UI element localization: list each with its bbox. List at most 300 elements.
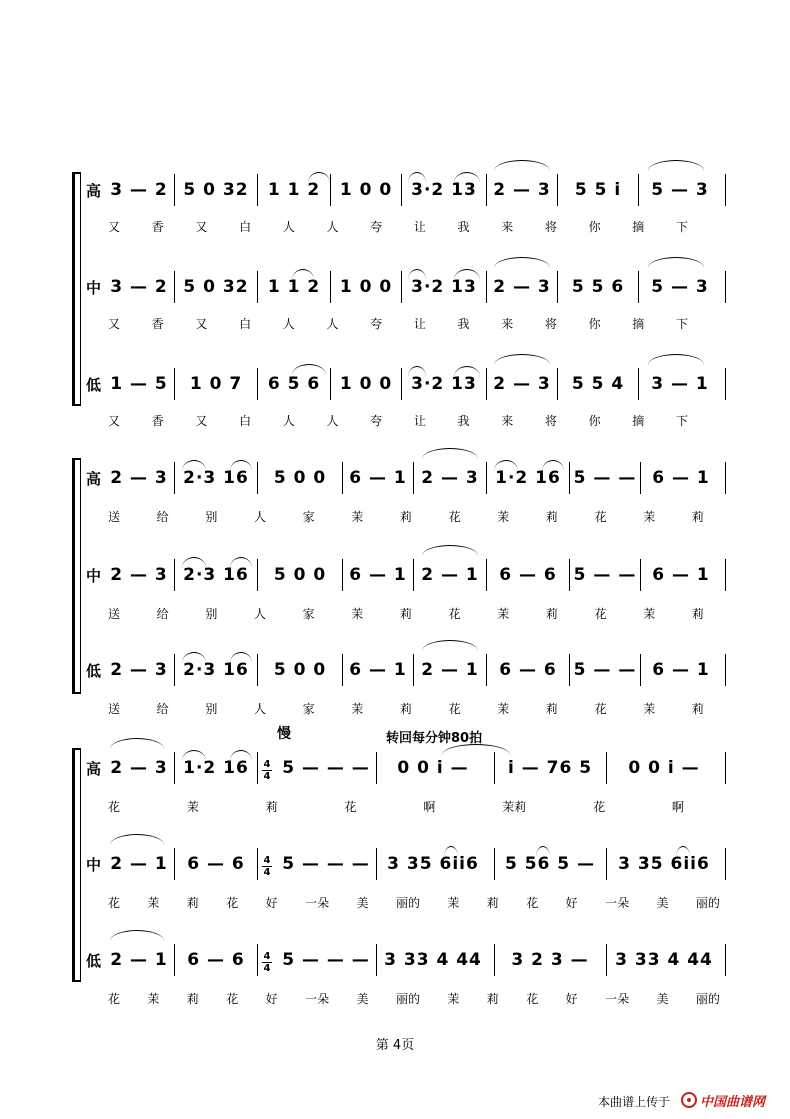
lyric: 花 [593, 800, 606, 814]
measure: 2 — 3 [493, 180, 551, 200]
slur [182, 750, 206, 761]
lyric: 丽的 [395, 992, 420, 1006]
slur [494, 160, 550, 171]
measure: 6 — 6 [187, 950, 245, 970]
time-signature [262, 952, 272, 973]
lyric: 将 [544, 414, 557, 428]
barline [257, 752, 258, 784]
lyric: 家 [302, 510, 315, 524]
lyric: 啊 [671, 800, 684, 814]
measure: 3 33 4 44 [615, 950, 713, 970]
measure: i — 76 5 [507, 758, 593, 778]
lyric: 莉 [399, 607, 412, 621]
lyric: 丽的 [695, 896, 720, 910]
barline [342, 654, 343, 686]
lyrics-line [108, 700, 704, 717]
lyric: 我 [457, 220, 470, 234]
barline [557, 368, 558, 400]
lyrics-line [108, 798, 684, 815]
lyrics-line [108, 605, 704, 622]
lyric: 花 [448, 510, 461, 524]
measure: 6 — 1 [652, 660, 710, 680]
site-logo[interactable] [681, 1090, 785, 1110]
barline [640, 559, 641, 591]
lyric: 别 [205, 607, 218, 621]
lyric: 莉 [399, 510, 412, 524]
measure: 3·2 13 [411, 180, 477, 200]
barline [494, 848, 495, 880]
time-signature-bottom: 4 [263, 963, 271, 974]
part-name: 低 [86, 376, 102, 394]
measure: 5 — — [573, 565, 637, 585]
lyric: 美 [356, 992, 369, 1006]
barline [174, 752, 175, 784]
lyric: 下 [675, 414, 688, 428]
staff-soprano [82, 180, 732, 240]
lyric: 送 [108, 702, 121, 716]
lyric: 啊 [423, 800, 436, 814]
measure: 1 1 2 [267, 277, 321, 297]
slur [110, 930, 164, 941]
lyric: 茉 [497, 702, 510, 716]
measure: 5 0 0 [273, 660, 327, 680]
barline [569, 654, 570, 686]
slur [454, 366, 480, 377]
measure: 6 — 6 [187, 854, 245, 874]
measure: 5 — — — [282, 854, 370, 874]
lyric: 下 [675, 220, 688, 234]
slur [422, 448, 478, 459]
barline [569, 559, 570, 591]
measure: 1 1 2 [267, 180, 321, 200]
barline [638, 174, 639, 206]
logo-text: 中国曲谱网 [700, 1094, 766, 1110]
lyrics-line [108, 508, 704, 525]
barline [725, 654, 726, 686]
slur [542, 460, 564, 471]
slur [292, 269, 314, 280]
measure: 6 — 1 [652, 565, 710, 585]
slur [230, 652, 252, 663]
slur [110, 834, 164, 845]
staff-alto [82, 277, 732, 337]
measure: 6 — 1 [349, 468, 407, 488]
slur [408, 269, 426, 280]
lyric: 别 [205, 702, 218, 716]
lyric: 人 [253, 510, 266, 524]
measure: 1 — 5 [110, 374, 168, 394]
barline [330, 368, 331, 400]
tempo-back-marking: 转回每分钟80拍 [386, 731, 483, 746]
lyric: 又 [108, 220, 121, 234]
barline [174, 848, 175, 880]
barline [486, 559, 487, 591]
lyric: 花 [448, 702, 461, 716]
lyric: 莉 [545, 702, 558, 716]
slur [444, 846, 458, 857]
slur [676, 846, 690, 857]
measure: 2 — 3 [110, 660, 168, 680]
lyric: 将 [544, 317, 557, 331]
measure: 3 2 3 — [511, 950, 589, 970]
lyric: 花 [108, 992, 121, 1006]
time-signature-top: 4 [263, 951, 271, 962]
measure: 2·3 16 [183, 660, 249, 680]
barline [486, 368, 487, 400]
lyric: 让 [413, 220, 426, 234]
barline [174, 174, 175, 206]
lyric: 茉 [643, 702, 656, 716]
lyric: 美 [356, 896, 369, 910]
lyric: 花 [226, 896, 239, 910]
lyric: 美 [656, 992, 669, 1006]
measure: 6 — 6 [499, 565, 557, 585]
lyric: 花 [108, 896, 121, 910]
barline [725, 174, 726, 206]
lyrics-line [108, 990, 720, 1007]
lyric: 好 [565, 896, 578, 910]
barline [557, 174, 558, 206]
lyric: 给 [156, 607, 169, 621]
measure: 5 5 i [574, 180, 622, 200]
slur [230, 557, 252, 568]
lyric: 一朵 [605, 992, 630, 1006]
time-signature-bottom: 4 [263, 771, 271, 782]
barline [376, 944, 377, 976]
lyric: 花 [594, 702, 607, 716]
measure: 1·2 16 [495, 468, 561, 488]
measure: 3 35 6ii6 [618, 854, 710, 874]
lyric: 丽的 [695, 992, 720, 1006]
measure: 2 — 1 [110, 854, 168, 874]
lyric: 夸 [370, 220, 383, 234]
measure: 3·2 13 [411, 277, 477, 297]
staff-bass [82, 660, 732, 720]
lyric: 下 [675, 317, 688, 331]
measure: 2 — 3 [110, 565, 168, 585]
lyric: 莉 [399, 702, 412, 716]
lyric: 茉 [147, 896, 160, 910]
barline [413, 654, 414, 686]
barline [640, 462, 641, 494]
measure: 5 5 6 [571, 277, 625, 297]
lyric: 茉 [351, 702, 364, 716]
barline [606, 752, 607, 784]
barline [725, 462, 726, 494]
slur [648, 160, 704, 171]
measure: 2 — 3 [110, 468, 168, 488]
staff-soprano [82, 468, 732, 528]
lyric: 家 [302, 607, 315, 621]
lyric: 莉 [545, 607, 558, 621]
lyric: 美 [656, 896, 669, 910]
lyric: 茉 [147, 992, 160, 1006]
lyric: 丽的 [395, 896, 420, 910]
lyric: 摘 [632, 317, 645, 331]
barline [174, 462, 175, 494]
time-signature-top: 4 [263, 759, 271, 770]
lyric: 莉 [186, 896, 199, 910]
part-name: 高 [86, 182, 102, 200]
barline [174, 559, 175, 591]
lyric: 给 [156, 702, 169, 716]
barline [725, 752, 726, 784]
page-number: 第 4页 [375, 1038, 415, 1053]
part-name: 中 [86, 567, 102, 585]
measure: 2·3 16 [183, 565, 249, 585]
measure: 2 — 1 [421, 565, 479, 585]
upload-source-text: 本曲谱上传于 [598, 1095, 671, 1109]
measure: 3 — 2 [110, 277, 168, 297]
lyric: 茉 [351, 607, 364, 621]
lyric: 人 [282, 414, 295, 428]
slur [110, 738, 164, 749]
lyric: 莉 [486, 896, 499, 910]
barline [257, 944, 258, 976]
time-signature [262, 856, 272, 877]
lyric: 一朵 [605, 896, 630, 910]
lyric: 莉 [545, 510, 558, 524]
barline [640, 654, 641, 686]
barline [486, 654, 487, 686]
lyric: 花 [226, 992, 239, 1006]
lyric: 又 [195, 317, 208, 331]
lyrics-line [108, 412, 688, 429]
barline [174, 368, 175, 400]
barline [376, 848, 377, 880]
measure: 3·2 13 [411, 374, 477, 394]
slur [408, 172, 426, 183]
barline [486, 462, 487, 494]
lyric: 我 [457, 317, 470, 331]
lyric: 花 [526, 896, 539, 910]
barline [606, 848, 607, 880]
measure: 0 0 i — [397, 758, 469, 778]
slur [292, 364, 326, 375]
lyric: 香 [151, 414, 164, 428]
system-brace [72, 748, 81, 982]
measure: 5 — — [573, 660, 637, 680]
slur [182, 652, 206, 663]
lyric: 茉 [497, 607, 510, 621]
lyric: 茉 [447, 896, 460, 910]
measure: 6 5 6 [267, 374, 321, 394]
lyric: 香 [151, 317, 164, 331]
lyric: 来 [501, 414, 514, 428]
slur [454, 172, 480, 183]
slur [230, 460, 252, 471]
lyric: 一朵 [305, 896, 330, 910]
lyric: 别 [205, 510, 218, 524]
lyric: 莉 [486, 992, 499, 1006]
barline [413, 462, 414, 494]
lyric: 花 [344, 800, 357, 814]
barline [257, 848, 258, 880]
lyric: 人 [326, 414, 339, 428]
measure: 5 56 5 — [504, 854, 596, 874]
lyric: 夸 [370, 317, 383, 331]
barline [174, 271, 175, 303]
tempo-slow-marking: 慢 [277, 726, 291, 742]
barline [342, 462, 343, 494]
lyric: 茉 [643, 607, 656, 621]
lyric: 花 [594, 607, 607, 621]
lyric: 花 [594, 510, 607, 524]
measure: 2 — 3 [493, 374, 551, 394]
lyric: 来 [501, 220, 514, 234]
lyric: 茉 [643, 510, 656, 524]
lyric: 茉 [351, 510, 364, 524]
lyric: 好 [565, 992, 578, 1006]
measure: 5 0 32 [183, 180, 249, 200]
lyric: 又 [108, 317, 121, 331]
slur [648, 354, 704, 365]
lyric: 摘 [632, 414, 645, 428]
barline [401, 368, 402, 400]
part-name: 中 [86, 279, 102, 297]
lyric: 白 [239, 317, 252, 331]
lyric: 人 [253, 702, 266, 716]
lyric: 让 [413, 414, 426, 428]
measure: 0 0 i — [628, 758, 700, 778]
slur [182, 557, 206, 568]
lyric: 白 [239, 220, 252, 234]
lyric: 莉 [691, 510, 704, 524]
lyric: 茉 [497, 510, 510, 524]
lyric: 又 [108, 414, 121, 428]
part-name: 低 [86, 662, 102, 680]
staff-bass [82, 950, 732, 1010]
measure: 6 — 6 [499, 660, 557, 680]
barline [494, 752, 495, 784]
lyric: 将 [544, 220, 557, 234]
barline [557, 271, 558, 303]
lyric: 花 [448, 607, 461, 621]
barline [494, 944, 495, 976]
measure: 5 0 32 [183, 277, 249, 297]
system-brace [72, 458, 81, 694]
measure: 5 — — — [282, 758, 370, 778]
barline [174, 654, 175, 686]
part-name: 低 [86, 952, 102, 970]
barline [638, 271, 639, 303]
time-signature-top: 4 [263, 855, 271, 866]
lyric: 送 [108, 510, 121, 524]
staff-soprano [82, 758, 732, 818]
measure: 2 — 3 [110, 758, 168, 778]
lyric: 好 [265, 896, 278, 910]
measure: 1·2 16 [183, 758, 249, 778]
lyrics-line [108, 894, 720, 911]
slur [422, 640, 478, 651]
lyric: 花 [108, 800, 121, 814]
lyric: 茉 [186, 800, 199, 814]
lyric: 人 [326, 220, 339, 234]
measure: 5 — — — [282, 950, 370, 970]
lyric: 摘 [632, 220, 645, 234]
measure: 1 0 0 [339, 180, 393, 200]
lyric: 好 [265, 992, 278, 1006]
barline [401, 174, 402, 206]
barline [569, 462, 570, 494]
lyric: 送 [108, 607, 121, 621]
measure: 5 — — [573, 468, 637, 488]
measure: 6 — 1 [652, 468, 710, 488]
barline [725, 944, 726, 976]
barline [413, 559, 414, 591]
lyric: 香 [151, 220, 164, 234]
lyric: 人 [326, 317, 339, 331]
lyric: 家 [302, 702, 315, 716]
measure: 2 — 3 [421, 468, 479, 488]
time-signature [262, 760, 272, 781]
measure: 5 5 4 [571, 374, 625, 394]
barline [725, 271, 726, 303]
slur [494, 460, 518, 471]
lyric: 让 [413, 317, 426, 331]
barline [725, 848, 726, 880]
lyric: 夸 [370, 414, 383, 428]
lyric: 你 [588, 414, 601, 428]
measure: 5 — 3 [651, 277, 709, 297]
measure: 5 0 0 [273, 565, 327, 585]
measure: 1 0 0 [339, 277, 393, 297]
staff-alto [82, 565, 732, 625]
part-name: 高 [86, 470, 102, 488]
measure: 5 — 3 [651, 180, 709, 200]
barline [486, 271, 487, 303]
lyric: 一朵 [305, 992, 330, 1006]
measure: 6 — 1 [349, 565, 407, 585]
lyric: 又 [195, 414, 208, 428]
slur [182, 460, 206, 471]
staff-alto [82, 854, 732, 914]
barline [638, 368, 639, 400]
lyric: 你 [588, 220, 601, 234]
lyric: 莉 [265, 800, 278, 814]
staff-bass [82, 374, 732, 434]
measure: 6 — 1 [349, 660, 407, 680]
barline [330, 271, 331, 303]
slur [454, 269, 480, 280]
measure: 2·3 16 [183, 468, 249, 488]
logo-icon [681, 1092, 697, 1108]
slur [308, 172, 330, 183]
barline [330, 174, 331, 206]
barline [376, 752, 377, 784]
measure: 2 — 1 [110, 950, 168, 970]
barline [725, 368, 726, 400]
measure: 5 0 0 [273, 468, 327, 488]
lyric: 人 [282, 317, 295, 331]
slur [494, 354, 550, 365]
time-signature-bottom: 4 [263, 867, 271, 878]
barline [174, 944, 175, 976]
lyric: 茉 [447, 992, 460, 1006]
measure: 2 — 1 [421, 660, 479, 680]
slur [408, 366, 426, 377]
measure: 2 — 3 [493, 277, 551, 297]
slur [422, 545, 478, 556]
part-name: 高 [86, 760, 102, 778]
lyric: 给 [156, 510, 169, 524]
barline [401, 271, 402, 303]
part-name: 中 [86, 856, 102, 874]
barline [342, 559, 343, 591]
lyric: 你 [588, 317, 601, 331]
lyric: 来 [501, 317, 514, 331]
measure: 3 33 4 44 [384, 950, 482, 970]
